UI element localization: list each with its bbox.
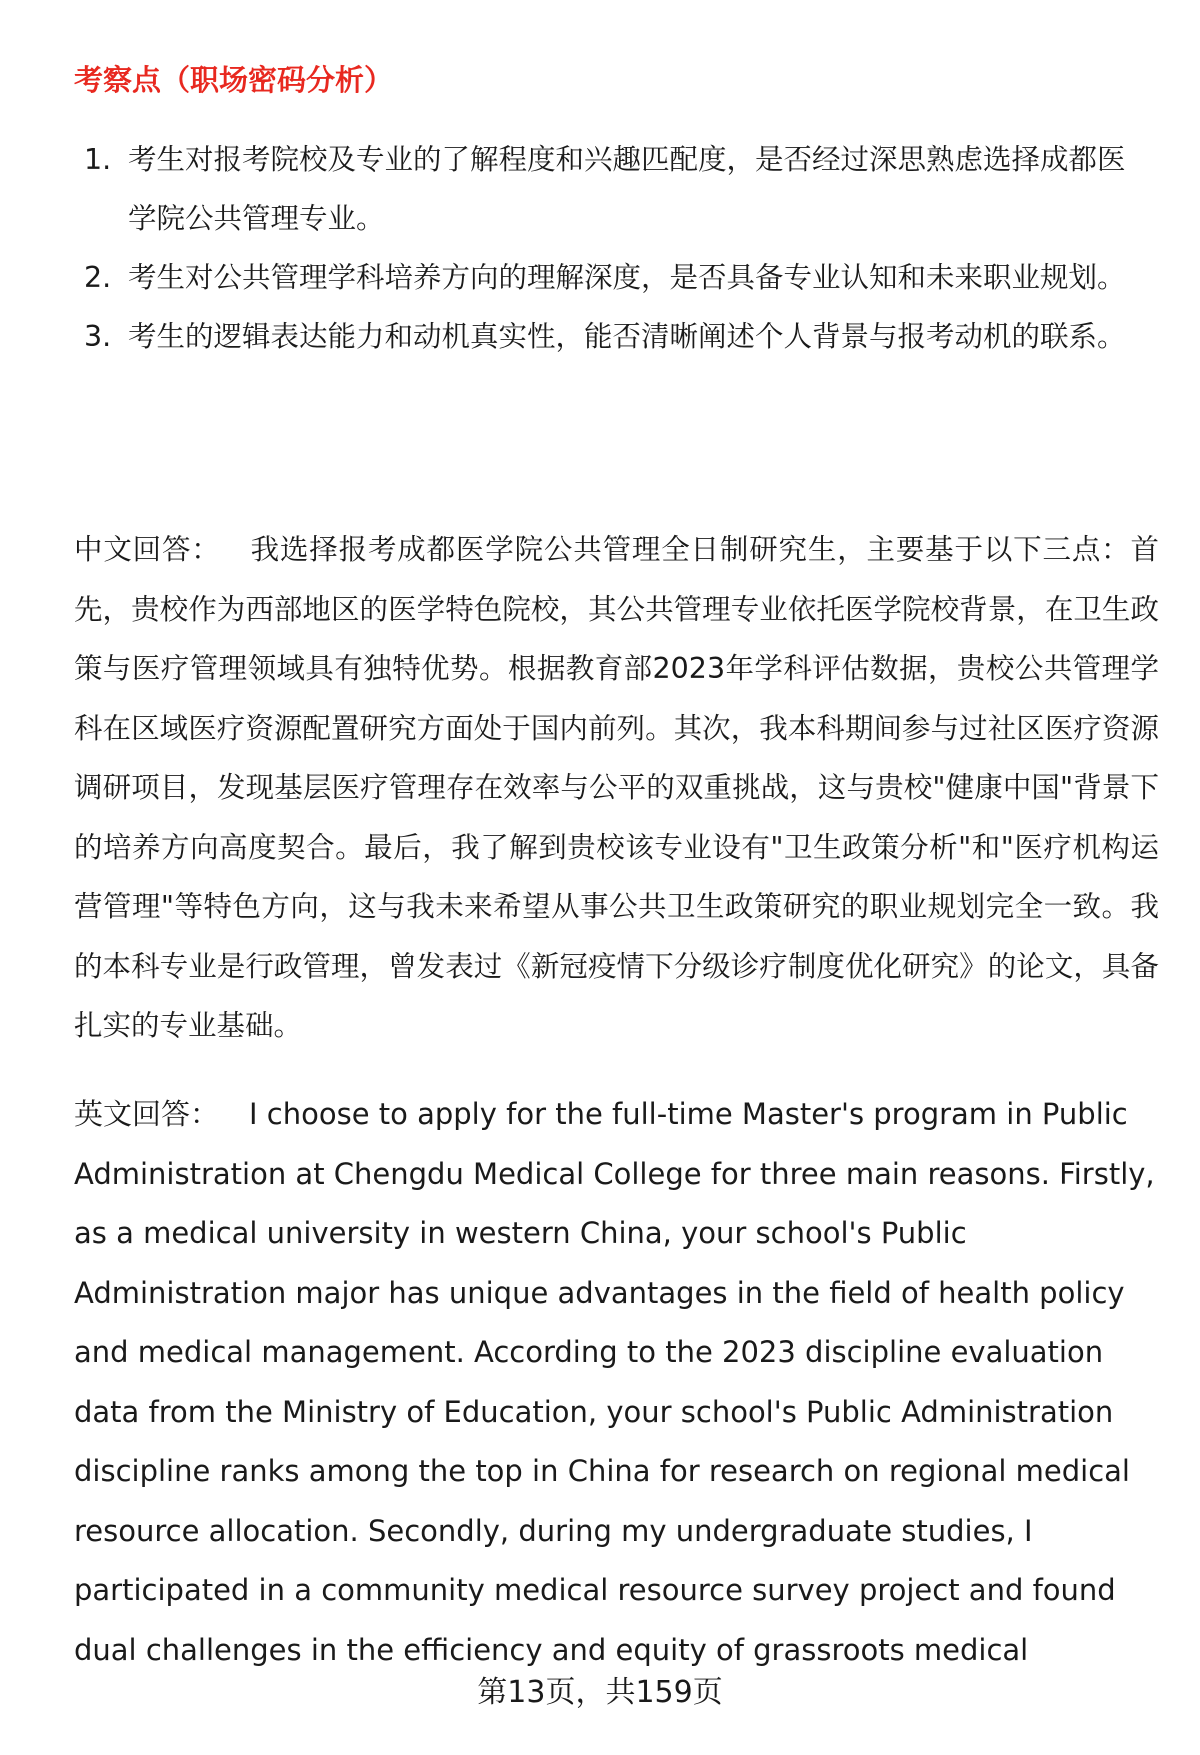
assessment-points-list <box>74 130 1134 366</box>
chinese-answer-label: 中文回答： <box>74 533 221 566</box>
english-answer-paragraph <box>74 1085 1159 1680</box>
list-item <box>74 248 1134 307</box>
list-item-number: 1. <box>84 143 112 176</box>
list-item-text: 考生的逻辑表达能力和动机真实性，能否清晰阐述个人背景与报考动机的联系。 <box>128 320 1126 353</box>
list-item <box>74 307 1134 366</box>
watermark: ​ <box>182 664 318 825</box>
list-item-number: 3. <box>84 320 112 353</box>
chinese-answer-paragraph <box>74 520 1159 1056</box>
page-number-footer: 第13页，共159页 <box>477 1675 723 1710</box>
list-item-text: 考生对公共管理学科培养方向的理解深度，是否具备专业认知和未来职业规划。 <box>128 261 1126 294</box>
english-answer-label: 英文回答： <box>74 1097 220 1131</box>
list-item <box>74 130 1134 248</box>
section-heading: 考察点（职场密码分析） <box>74 63 394 97</box>
list-item-text: 考生对报考院校及专业的了解程度和兴趣匹配度，是否经过深思熟虑选择成都医学院公共管理专业。 <box>128 143 1126 235</box>
english-answer-text: I choose to apply for the full-time Master's program in Public Administration at Chengdu Medical College for three main reasons. Firstly, as a medical university in western China, your school's Public Administration major has unique advantages in the field of health policy and medical management. According to the 2023 discipline evaluation data from the Ministry of Education, your school's Public Administration discipline ranks among the top in China for research on regional medical resource allocation. Secondly, during my undergraduate studies, I participated in a community medical resource survey project and found dual challenges in the efficiency and equity of grassroots medical <box>74 1097 1155 1667</box>
chinese-answer-text: 我选择报考成都医学院公共管理全日制研究生，主要基于以下三点：首先，贵校作为西部地区的医学特色院校，其公共管理专业依托医学院校背景，在卫生政策与医疗管理领域具有独特优势。根据教育部2023年学科评估数据，贵校公共管理学科在区域医疗资源配置研究方面处于国内前列。其次，我本科期间参与过社区医疗资源调研项目，发现基层医疗管理存在效率与公平的双重挑战，这与贵校"健康中国"背景下的培养方向高度契合。最后，我了解到贵校该专业设有"卫生政策分析"和"医疗机构运营管理"等特色方向，这与我未来希望从事公共卫生政策研究的职业规划完全一致。我的本科专业是行政管理，曾发表过《新冠疫情下分级诊疗制度优化研究》的论文，具备扎实的专业基础。 <box>74 533 1159 1042</box>
list-item-number: 2. <box>84 261 112 294</box>
